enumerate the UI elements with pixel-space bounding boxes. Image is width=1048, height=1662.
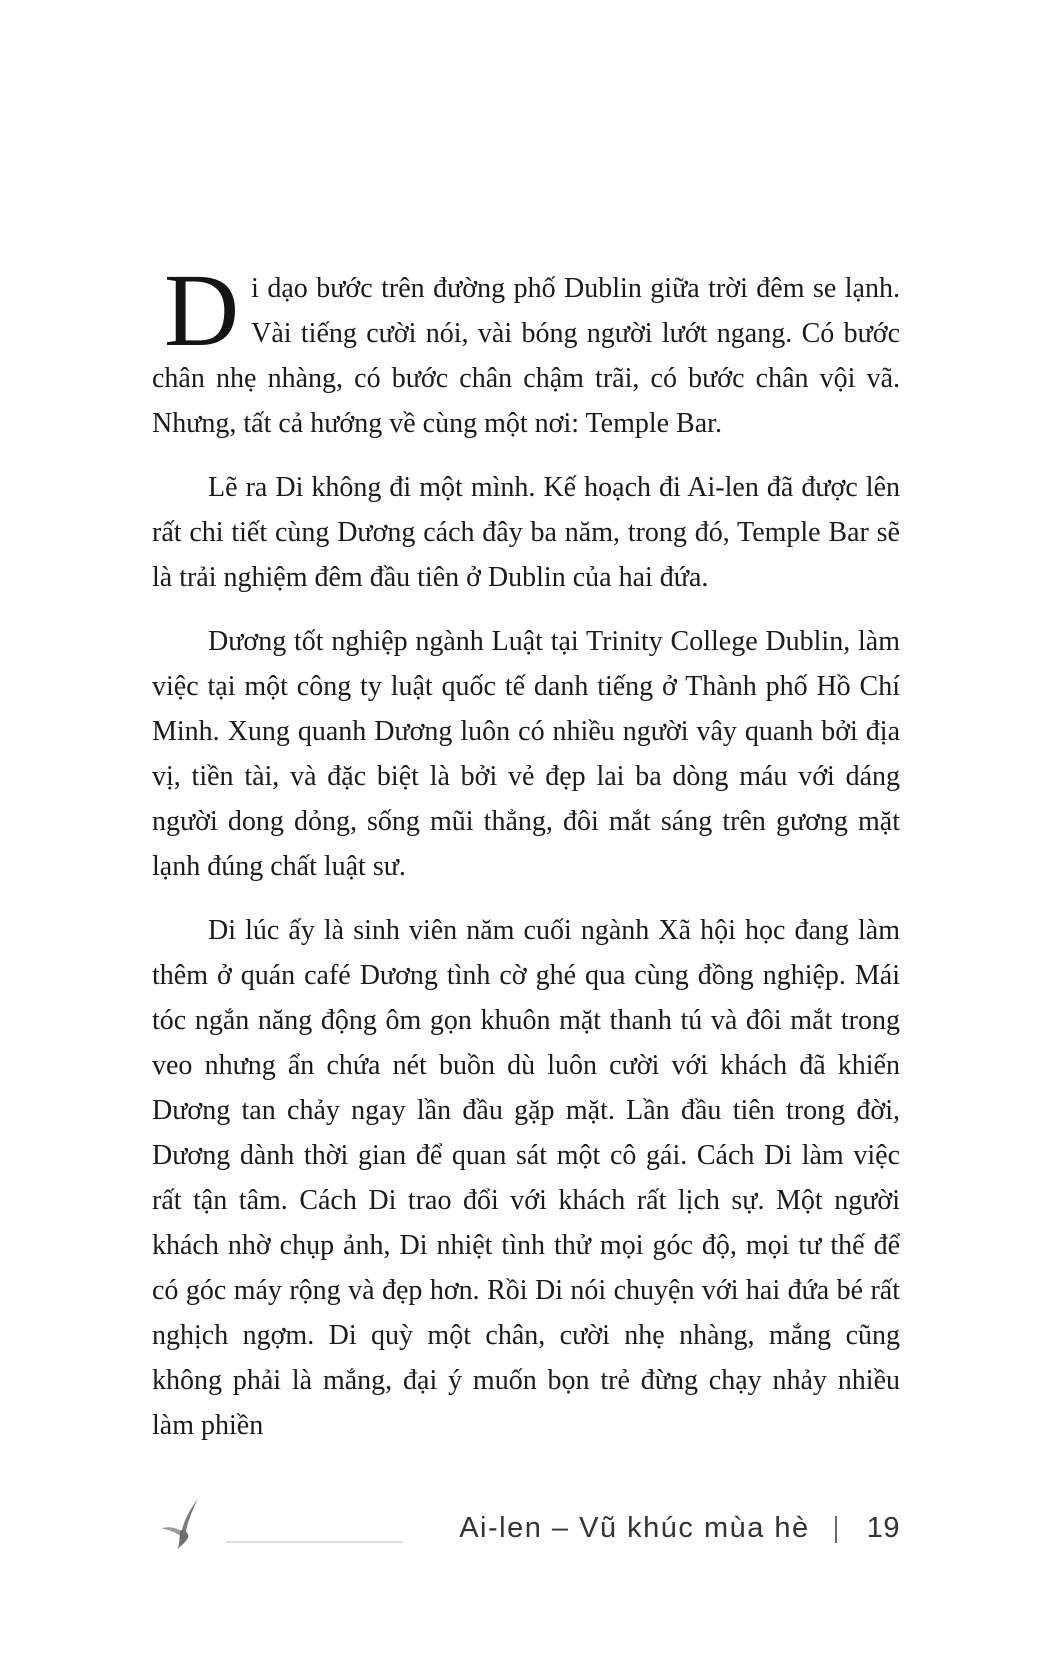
paragraph-text: Di lúc ấy là sinh viên năm cuối ngành Xã hội học đang làm thêm ở quán café Dương tình cờ ghé qua cùng đồng nghiệp. Mái tóc ngắn năng động ôm gọn khuôn mặt thanh tú và đôi mắt trong veo nhưng ẩn chứa nét buồn dù luôn cười với khách đã khiến Dương tan chảy ngay lần đầu gặp mặt. Lần đầu tiên trong đời, Dương dành thời gian để quan sát một cô gái. Cách Di làm việc rất tận tâm. Cách Di trao đổi với khách rất lịch sự. Một người khách nhờ chụp ảnh, Di nhiệt tình thử mọi góc độ, mọi tư thế để có góc máy rộng và đẹp hơn. Rồi Di nói chuyện với hai đứa bé rất nghịch ngợm. Di quỳ một chân, cười nhẹ nhàng, mắng cũng không phải là mắng, đại ý muốn bọn trẻ đừng chạy nhảy nhiều làm phiền — [152, 915, 900, 1441]
page-number: 19 — [866, 1512, 900, 1544]
paragraph — [152, 253, 900, 446]
running-footer — [152, 1512, 900, 1545]
page-body — [152, 253, 900, 1467]
running-title: Ai-len – Vũ khúc mùa hè — [459, 1512, 810, 1544]
footer-rule — [226, 1541, 403, 1543]
paragraph-text: Dương tốt nghiệp ngành Luật tại Trinity College Dublin, làm việc tại một công ty luật quốc tế danh tiếng ở Thành phố Hồ Chí Minh. Xung quanh Dương luôn có nhiều người vây quanh bởi địa vị, tiền tài, và đặc biệt là bởi vẻ đẹp lai ba dòng máu với dáng người dong dỏng, sống mũi thẳng, đôi mắt sáng trên gương mặt lạnh đúng chất luật sư. — [152, 626, 900, 882]
paragraph — [152, 465, 900, 600]
flying-bird-icon — [158, 1497, 210, 1553]
paragraph-text: Lẽ ra Di không đi một mình. Kế hoạch đi Ai-len đã được lên rất chi tiết cùng Dương cách đây ba năm, trong đó, Temple Bar sẽ là trải nghiệm đêm đầu tiên ở Dublin của hai đứa. — [152, 472, 900, 593]
paragraph-text: i dạo bước trên đường phố Dublin giữa trời đêm se lạnh. Vài tiếng cười nói, vài bóng người lướt ngang. Có bước chân nhẹ nhàng, có bước chân chậm trãi, có bước chân vội vã. Nhưng, tất cả hướng về cùng một nơi: Temple Bar. — [152, 273, 900, 439]
paragraph — [152, 619, 900, 889]
drop-cap: D — [164, 253, 240, 368]
paragraph — [152, 908, 900, 1448]
footer-separator: | — [833, 1512, 840, 1544]
